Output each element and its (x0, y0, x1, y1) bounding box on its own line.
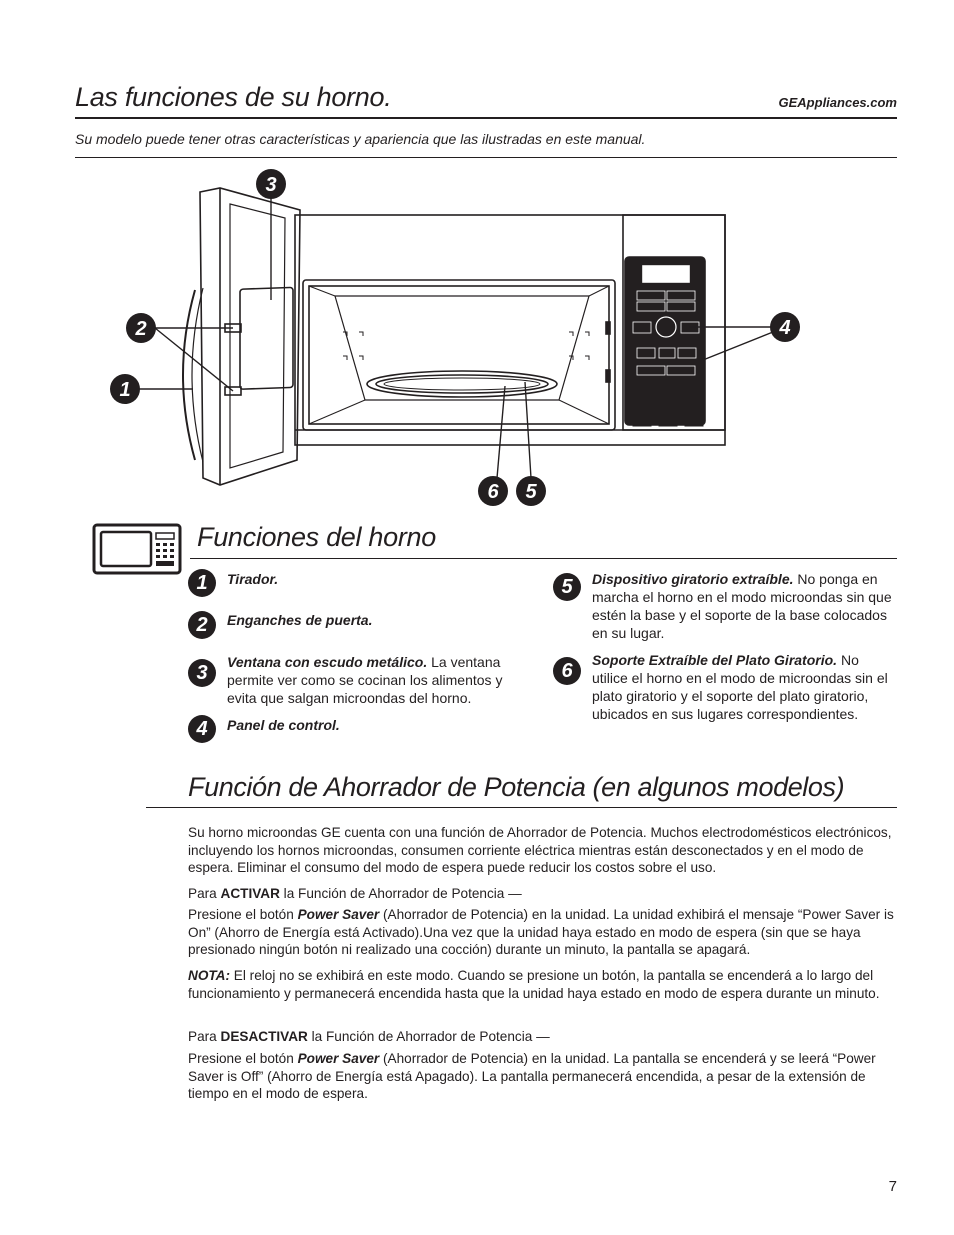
activate-keyword: ACTIVAR (220, 886, 280, 901)
feature-text: La ventana permite ver como se cocinan los alimentos y evita que salgan microondas del horno. (227, 654, 503, 706)
callout-3: 3 (265, 174, 277, 196)
feature-badge: 2 (188, 611, 216, 639)
website-link[interactable]: GEAppliances.com (778, 95, 897, 110)
deactivate-pre: Para (188, 1029, 221, 1044)
feature-item (592, 570, 898, 642)
page-number: 7 (888, 1178, 897, 1195)
callout-1: 1 (119, 379, 131, 401)
section-title-features: Funciones del horno (197, 522, 436, 552)
callout-6: 6 (487, 481, 499, 503)
feature-item (227, 653, 519, 707)
feature-badge: 1 (188, 569, 216, 597)
feature-label: Ventana con escudo metálico. (227, 654, 428, 670)
feature-item (227, 611, 517, 629)
deactivate-post: la Función de Ahorrador de Potencia — (307, 1029, 550, 1044)
deactivate-paragraph (188, 1050, 898, 1103)
feature-item (227, 570, 517, 588)
feature-item (227, 716, 517, 734)
microwave-icon (92, 523, 182, 577)
note-keyword: NOTA: (188, 968, 231, 983)
feature-badge: 4 (188, 715, 216, 743)
feature-text: No utilice el horno en el modo de microondas sin el plato giratorio y el soporte del plato giratorio, ubicados en sus lugares correspondientes. (592, 652, 888, 722)
deactivate-heading (188, 1028, 898, 1046)
feature-item (592, 651, 898, 723)
feature-label: Enganches de puerta. (227, 612, 373, 628)
feature-text: No ponga en marcha el horno en el modo microondas sin que estén la base y el soporte de la base colocados en su lugar. (592, 571, 892, 641)
feature-label: Tirador. (227, 571, 279, 587)
feature-badge: 6 (553, 657, 581, 685)
activate-pre: Para (188, 886, 221, 901)
subtitle-rule (75, 157, 897, 158)
feature-badge: 5 (553, 573, 581, 601)
feature-badge: 3 (188, 659, 216, 687)
page-subtitle: Su modelo puede tener otras características y apariencia que las ilustradas en este manual. (75, 131, 646, 147)
feature-label: Panel de control. (227, 717, 340, 733)
note-text: El reloj no se exhibirá en este modo. Cuando se presione un botón, la pantalla se encenderá a lo largo del funcionamiento y permanecerá encendida hasta que la unidad haya estado en modo de espera durante un minuto. (188, 968, 880, 1001)
activate-heading (188, 885, 898, 903)
deactivate-p-post: (Ahorrador de Potencia) en la unidad. La pantalla se encenderá y se leerá “Power Saver is Off” (Ahorro de Energía está Apagado). La pantalla permanecerá encendida, a pesar de la extensión de tiempo en el modo de espera. (188, 1051, 876, 1101)
microwave-diagram (75, 160, 897, 515)
activate-p-pre: Presione el botón (188, 907, 298, 922)
section-title-power-saver: Función de Ahorrador de Potencia (en algunos modelos) (188, 772, 845, 802)
deactivate-keyword: DESACTIVAR (220, 1029, 308, 1044)
activate-paragraph (188, 906, 898, 959)
header-rule (75, 117, 897, 119)
deactivate-p-pre: Presione el botón (188, 1051, 298, 1066)
callout-5: 5 (525, 481, 537, 503)
activate-p-post: (Ahorrador de Potencia) en la unidad. La unidad exhibirá el mensaje “Power Saver is On” (Ahorro de Energía está Activado).Una vez que la unidad haya estado en modo de espera (sin que se haya presionado ningún botón ni realizado una cocción) durante un minuto, la pantalla se apagará. (188, 907, 894, 957)
page-title: Las funciones de su horno. (75, 82, 392, 112)
callout-2: 2 (135, 318, 147, 340)
power-saver-intro: Su horno microondas GE cuenta con una función de Ahorrador de Potencia. Muchos electrodomésticos electrónicos, incluyendo los hornos microondas, consumen corriente eléctrica mientras están desconectados y en el modo de espera. Eliminar el consumo del modo de espera puede reducir los costos sobre el uso. (188, 825, 892, 875)
section-rule (146, 807, 897, 808)
note-paragraph (188, 967, 898, 1002)
power-saver-keyword: Power Saver (297, 1051, 380, 1066)
callout-4: 4 (779, 317, 791, 339)
feature-label: Soporte Extraíble del Plato Giratorio. (592, 652, 838, 668)
power-saver-keyword: Power Saver (297, 907, 380, 922)
section-rule (190, 558, 897, 559)
activate-post: la Función de Ahorrador de Potencia — (279, 886, 522, 901)
feature-label: Dispositivo giratorio extraíble. (592, 571, 794, 587)
